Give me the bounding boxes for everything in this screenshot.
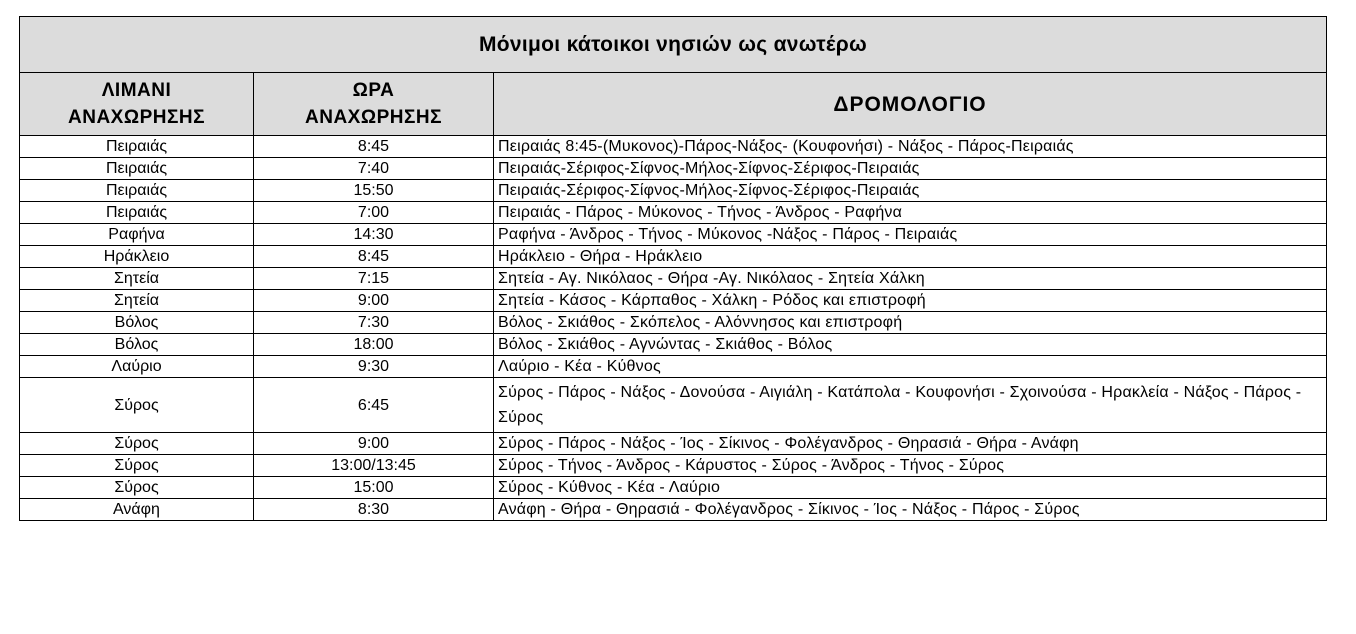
port-cell: Βόλος (20, 334, 254, 356)
port-header-line1: ΛΙΜΑΝΙ (101, 80, 172, 101)
route-cell: Σύρος - Τήνος - Άνδρος - Κάρυστος - Σύρος - Άνδρος - Τήνος - Σύρος (494, 455, 1327, 477)
route-cell: Σύρος - Πάρος - Νάξος - Δονούσα - Αιγιάλη - Κατάπολα - Κουφονήσι - Σχοινούσα - Ηρακλεία - Νάξος - Πάρος - Σύρος (494, 378, 1327, 433)
port-cell: Πειραιάς (20, 136, 254, 158)
time-cell: 8:45 (254, 246, 494, 268)
time-cell: 15:00 (254, 477, 494, 499)
route-cell: Ηράκλειο - Θήρα - Ηράκλειο (494, 246, 1327, 268)
route-cell: Πειραιάς-Σέριφος-Σίφνος-Μήλος-Σίφνος-Σέριφος-Πειραιάς (494, 158, 1327, 180)
table-row (20, 312, 1327, 334)
time-header-line1: ΩΡΑ (352, 80, 395, 101)
route-cell: Ανάφη - Θήρα - Θηρασιά - Φολέγανδρος - Σίκινος - Ίος - Νάξος - Πάρος - Σύρος (494, 499, 1327, 521)
port-cell: Σύρος (20, 378, 254, 433)
column-header-port (20, 73, 254, 136)
title-row (20, 17, 1327, 73)
table-row (20, 136, 1327, 158)
column-header-time (254, 73, 494, 136)
route-cell: Πειραιάς - Πάρος - Μύκονος - Τήνος - Άνδρος - Ραφήνα (494, 202, 1327, 224)
table-row (20, 378, 1327, 433)
port-cell: Σητεία (20, 290, 254, 312)
port-cell: Σύρος (20, 477, 254, 499)
port-cell: Σύρος (20, 455, 254, 477)
port-cell: Βόλος (20, 312, 254, 334)
port-cell: Σητεία (20, 268, 254, 290)
header-row (20, 73, 1327, 136)
table-row (20, 158, 1327, 180)
table-row (20, 202, 1327, 224)
time-cell: 7:15 (254, 268, 494, 290)
port-cell: Ραφήνα (20, 224, 254, 246)
route-cell: Σύρος - Πάρος - Νάξος - Ίος - Σίκινος - Φολέγανδρος - Θηρασιά - Θήρα - Ανάφη (494, 433, 1327, 455)
route-cell: Πειραιάς 8:45-(Μυκονος)-Πάρος-Νάξος- (Κουφονήσι) - Νάξος - Πάρος-Πειραιάς (494, 136, 1327, 158)
table-row (20, 224, 1327, 246)
table-body (20, 136, 1327, 521)
time-cell: 13:00/13:45 (254, 455, 494, 477)
ferry-schedule-table (19, 16, 1327, 521)
port-cell: Πειραιάς (20, 158, 254, 180)
route-cell: Σύρος - Κύθνος - Κέα - Λαύριο (494, 477, 1327, 499)
time-cell: 7:40 (254, 158, 494, 180)
time-cell: 6:45 (254, 378, 494, 433)
port-cell: Πειραιάς (20, 202, 254, 224)
column-header-route: ΔΡΟΜΟΛΟΓΙΟ (494, 73, 1327, 136)
table-row (20, 290, 1327, 312)
time-cell: 9:00 (254, 290, 494, 312)
table-row (20, 268, 1327, 290)
port-cell: Σύρος (20, 433, 254, 455)
time-cell: 9:30 (254, 356, 494, 378)
time-cell: 7:00 (254, 202, 494, 224)
time-cell: 9:00 (254, 433, 494, 455)
table-row (20, 334, 1327, 356)
time-cell: 8:30 (254, 499, 494, 521)
route-cell: Πειραιάς-Σέριφος-Σίφνος-Μήλος-Σίφνος-Σέριφος-Πειραιάς (494, 180, 1327, 202)
time-cell: 18:00 (254, 334, 494, 356)
table-row (20, 433, 1327, 455)
table-row (20, 455, 1327, 477)
route-cell: Βόλος - Σκιάθος - Αγνώντας - Σκιάθος - Βόλος (494, 334, 1327, 356)
table-row (20, 356, 1327, 378)
table-title: Μόνιμοι κάτοικοι νησιών ως ανωτέρω (20, 17, 1327, 73)
route-cell: Βόλος - Σκιάθος - Σκόπελος - Αλόννησος και επιστροφή (494, 312, 1327, 334)
table-row (20, 499, 1327, 521)
port-cell: Ηράκλειο (20, 246, 254, 268)
port-cell: Λαύριο (20, 356, 254, 378)
table-row (20, 246, 1327, 268)
port-cell: Ανάφη (20, 499, 254, 521)
time-cell: 14:30 (254, 224, 494, 246)
time-cell: 8:45 (254, 136, 494, 158)
time-header-line2: ΑΝΑΧΩΡΗΣΗΣ (305, 107, 442, 128)
route-cell: Σητεία - Κάσος - Κάρπαθος - Χάλκη - Ρόδος και επιστροφή (494, 290, 1327, 312)
route-cell: Ραφήνα - Άνδρος - Τήνος - Μύκονος -Νάξος - Πάρος - Πειραιάς (494, 224, 1327, 246)
port-header-line2: ΑΝΑΧΩΡΗΣΗΣ (68, 107, 205, 128)
time-cell: 15:50 (254, 180, 494, 202)
port-cell: Πειραιάς (20, 180, 254, 202)
table-row (20, 477, 1327, 499)
time-cell: 7:30 (254, 312, 494, 334)
table-row (20, 180, 1327, 202)
route-cell: Λαύριο - Κέα - Κύθνος (494, 356, 1327, 378)
route-cell: Σητεία - Αγ. Νικόλαος - Θήρα -Αγ. Νικόλαος - Σητεία Χάλκη (494, 268, 1327, 290)
